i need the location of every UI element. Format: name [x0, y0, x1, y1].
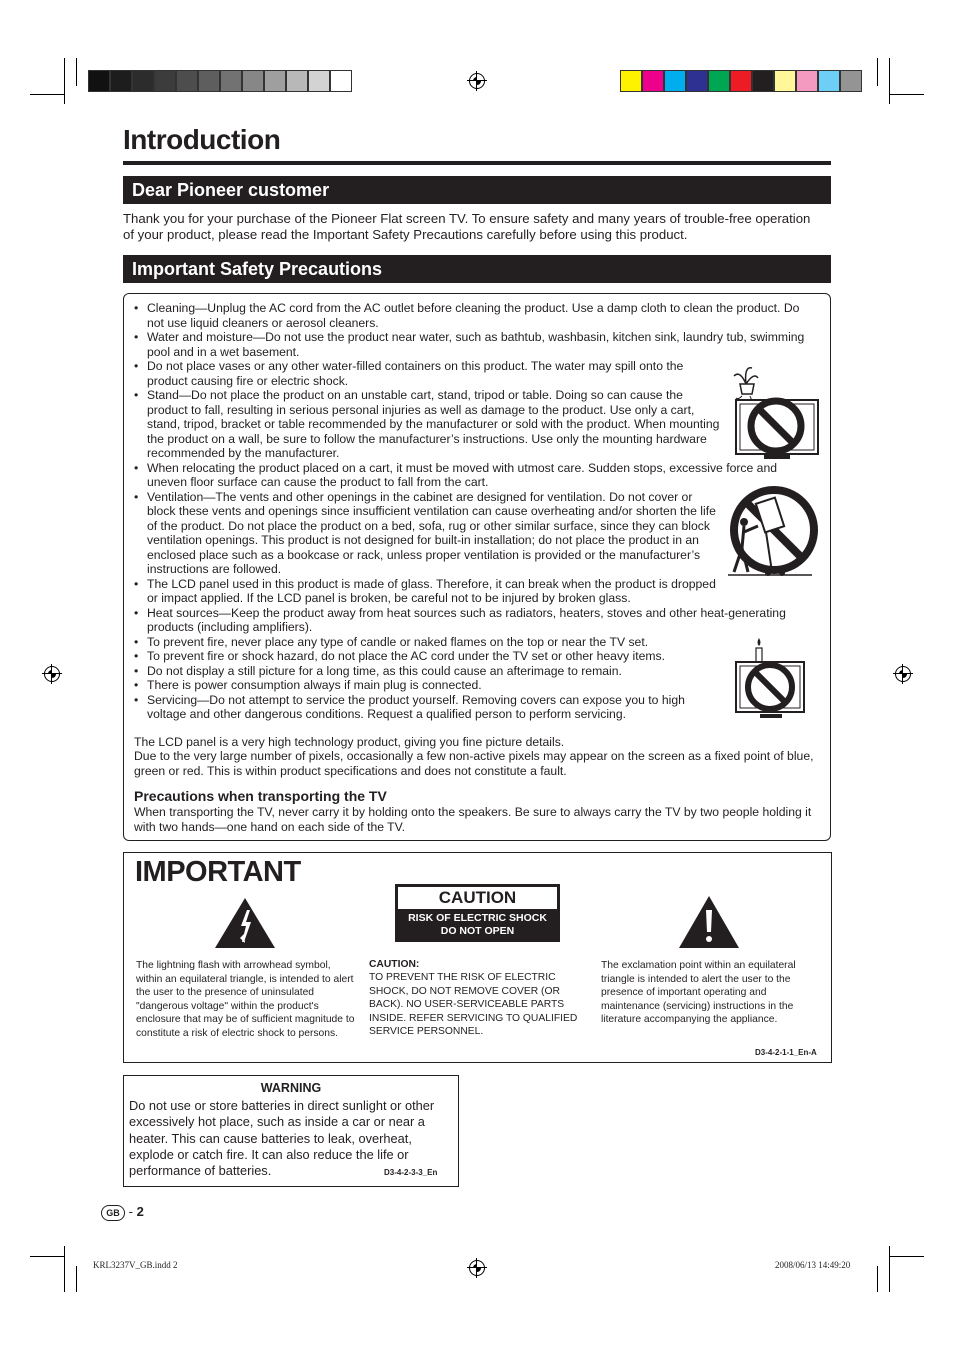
color-swatch — [664, 70, 686, 92]
region-badge: GB — [101, 1205, 125, 1221]
list-item: • Heat sources—Keep the product away from heat sources such as radiators, heaters, stoves and other heat-generating products (including amplifiers). — [134, 606, 806, 635]
list-item: • Cleaning—Unplug the AC cord from the AC outlet before cleaning the product. Use a damp cloth to clean the product. Do not use liquid cleaners or aerosol cleaners. — [134, 301, 806, 330]
gray-swatch — [220, 70, 242, 92]
list-item: • To prevent fire, never place any type of candle or naked flames on the top or near the TV set. — [134, 635, 806, 650]
caution-title: CAUTION — [398, 887, 557, 909]
gray-color-bar — [88, 70, 352, 92]
exclamation-description: The exclamation point within an equilateral triangle is intended to alert the user to the presence of important operating and maintenance (servicing) instructions in the literature accompanying the appliance. — [601, 960, 796, 1025]
lcd-note-2: Due to the very large number of pixels, occasionally a few non-active pixels may appear on the screen as a fixed point of blue, green or red. This is within product specifications and does not constitute a fault. — [134, 749, 814, 778]
gray-swatch — [176, 70, 198, 92]
important-title: IMPORTANT — [135, 856, 301, 888]
list-item: • Do not place vases or any other water-filled containers on this product. The water may spill onto the product causing fire or electric shock. — [134, 359, 717, 388]
gray-swatch — [132, 70, 154, 92]
warning-text: Do not use or store batteries in direct sunlight or other excessively hot place, such as inside a car or near a heater. This can cause batteries to leak, overheat, explode or catch fire. It can also reduce the life or performance of batteries. — [129, 1098, 435, 1179]
transport-heading: Precautions when transporting the TV — [134, 788, 387, 804]
lightning-description: The lightning flash with arrowhead symbol, within an equilateral triangle, is intended to alert the user to the presence of uninsulated "dangerous voltage" within the product's enclosure that may be of sufficient magnitude to constitute a risk of electric shock to persons. — [136, 960, 355, 1039]
no-vase-on-tv-icon — [726, 362, 822, 466]
registration-mark-right — [895, 666, 911, 682]
caution-sub-line-2: DO NOT OPEN — [440, 925, 515, 937]
page-separator: - — [128, 1204, 133, 1219]
color-swatch — [642, 70, 664, 92]
gray-swatch — [110, 70, 132, 92]
color-swatch — [620, 70, 642, 92]
color-swatch — [796, 70, 818, 92]
color-swatch — [730, 70, 752, 92]
color-swatch — [752, 70, 774, 92]
list-item: • Stand—Do not place the product on an unstable cart, stand, tripod or table. Doing so can cause the product to fall, resulting in serious personal injuries as well as damage to the product. Use only a cart, stand, tripod, bracket or table recommended by the manufacturer or sold with the product. When mounting the product on a wall, be sure to follow the manufacturer’s instructions. Use only the mounting hardware recommended by the manufacturer. — [134, 388, 722, 461]
list-item: • To prevent fire or shock hazard, do not place the AC cord under the TV set or other heavy items. — [134, 649, 806, 664]
color-swatch — [840, 70, 862, 92]
color-swatch — [686, 70, 708, 92]
registration-mark-top — [469, 73, 485, 89]
caution-description: TO PREVENT THE RISK OF ELECTRIC SHOCK, DO NOT REMOVE COVER (OR BACK). NO USER-SERVICEABLE PARTS INSIDE. REFER SERVICING TO QUALIFIED SERVICE PERSONNEL. — [369, 972, 578, 1037]
color-swatch — [818, 70, 840, 92]
safety-heading: Important Safety Precautions — [123, 255, 831, 283]
color-swatch — [774, 70, 796, 92]
no-candle-on-tv-icon — [732, 636, 808, 724]
gray-swatch — [88, 70, 110, 92]
caution-sub-line-1: RISK OF ELECTRIC SHOCK — [408, 912, 547, 924]
gray-swatch — [308, 70, 330, 92]
gray-swatch — [242, 70, 264, 92]
gray-swatch — [264, 70, 286, 92]
registration-mark-bottom — [469, 1260, 485, 1276]
gray-swatch — [198, 70, 220, 92]
transport-text: When transporting the TV, never carry it by holding onto the speakers. Be sure to always carry the TV by two people holding it with two hands—one hand on each side of the TV. — [134, 805, 812, 834]
registration-mark-left — [44, 666, 60, 682]
list-item: • Servicing—Do not attempt to service the product yourself. Removing covers can expose you to high voltage and other dangerous conditions. Request a qualified person to perform servicing. — [134, 693, 722, 722]
lcd-note-1: The LCD panel is a very high technology product, giving you fine picture details. — [134, 735, 565, 749]
list-item: • The LCD panel used in this product is made of glass. Therefore, it can break when the product is dropped or impact applied. If the LCD panel is broken, be careful not to be injured by broken glass. — [134, 577, 722, 606]
exclamation-warning-icon — [677, 894, 741, 950]
no-unstable-cart-icon — [726, 482, 818, 578]
timestamp-slug: 2008/06/13 14:49:20 — [775, 1260, 851, 1270]
customer-text: Thank you for your purchase of the Pioneer Flat screen TV. To ensure safety and many years of trouble-free operation of your product, please read the Important Safety Precautions carefully before using this product. — [123, 211, 811, 242]
important-code: D3-4-2-1-1_En-A — [755, 1048, 817, 1057]
safety-list — [134, 301, 806, 722]
list-item: • Do not display a still picture for a long time, as this could cause an afterimage to remain. — [134, 664, 806, 679]
list-item: • When relocating the product placed on a cart, it must be moved with utmost care. Sudden stops, excessive force and uneven floor surface can cause the product to fall from the cart. — [134, 461, 806, 490]
warning-code: D3-4-2-3-3_En — [384, 1168, 438, 1177]
gray-swatch — [330, 70, 352, 92]
customer-heading: Dear Pioneer customer — [123, 176, 831, 204]
caution-heading: CAUTION: — [369, 959, 420, 970]
file-slug: KRL3237V_GB.indd 2 — [93, 1260, 178, 1270]
lightning-warning-icon — [213, 896, 277, 950]
page-title: Introduction — [123, 124, 281, 155]
title-rule — [123, 161, 831, 165]
list-item: • There is power consumption always if main plug is connected. — [134, 678, 806, 693]
gray-swatch — [154, 70, 176, 92]
list-item: • Water and moisture—Do not use the product near water, such as bathtub, washbasin, kitchen sink, laundry tub, swimming pool and in a wet basement. — [134, 330, 806, 359]
page-number-value: 2 — [136, 1204, 144, 1219]
caution-label — [395, 884, 560, 942]
gray-swatch — [286, 70, 308, 92]
page-number — [101, 1204, 144, 1221]
color-swatch — [708, 70, 730, 92]
list-item: • Ventilation—The vents and other openings in the cabinet are designed for ventilation. Do not cover or block these vents and openings since insufficient ventilation can cause overheating and/or shorten the life of the product. Do not place the product on a bed, sofa, rug or other similar surface, since they can block ventilation openings. This product is not designed for built-in installation; do not place the product in an enclosed place such as a bookcase or rack, unless proper ventilation is provided or the manufacturer’s instructions are followed. — [134, 490, 722, 577]
color-bar — [620, 70, 862, 92]
warning-title: WARNING — [260, 1081, 322, 1095]
